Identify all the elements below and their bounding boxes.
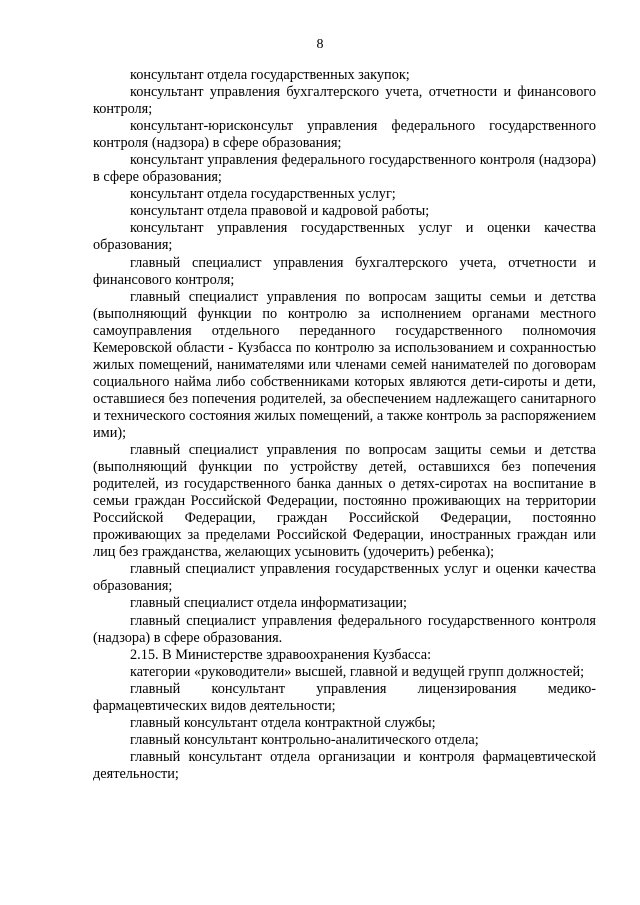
paragraph: главный специалист управления по вопросам защиты семьи и детства (выполняющий функции по устройству детей, оставшихся без попечения родителей, из государственного банка данных о детях-сиротах на воспитание в семьи граждан Российской Федерации, постоянно проживающих на территории Российской Федерации, граждан Российской Федерации, постоянно проживающих за пределами Российской Федерации, иностранных граждан или лиц без гражданства, желающих усыновить (удочерить) ребенка); <box>93 442 596 561</box>
paragraph: главный консультант отдела контрактной службы; <box>130 714 436 731</box>
paragraph: главный специалист отдела информатизации; <box>130 595 408 612</box>
paragraph: категории «руководители» высшей, главной и ведущей групп должностей; <box>130 663 585 680</box>
paragraph: главный специалист управления по вопросам защиты семьи и детства (выполняющий функции по контролю за исполнением органами местного самоуправления отдельного переданного государственного полномочия Кемеровской области - Кузбасса по контролю за использованием и сохранностью жилых помещений, нанимателями или членами семей нанимателей по договорам социального найма либо собственниками которых являются дети-сироты и дети, оставшиеся без попечения родителей, за обеспечением надлежащего санитарного и технического состояния жилых помещений, а также контроль за распоряжением ими); <box>93 288 596 441</box>
section-heading: 2.15. В Министерстве здравоохранения Кузбасса: <box>130 646 432 663</box>
paragraph: консультант управления государственных услуг и оценки качества образования; <box>93 220 596 254</box>
paragraph: консультант отдела правовой и кадровой работы; <box>130 203 430 220</box>
paragraph: консультант управления бухгалтерского учета, отчетности и финансового контроля; <box>93 84 596 118</box>
paragraph: главный специалист управления бухгалтерского учета, отчетности и финансового контроля; <box>93 254 596 288</box>
page-number: 8 <box>316 37 324 52</box>
paragraph: главный консультант управления лицензирования медико-фармацевтических видов деятельности; <box>93 680 596 714</box>
paragraph: главный специалист управления государственных услуг и оценки качества образования; <box>93 561 596 595</box>
paragraph: главный консультант отдела организации и контроля фармацевтической деятельности; <box>93 748 596 782</box>
paragraph: консультант-юрисконсульт управления федерального государственного контроля (надзора) в сфере образования; <box>93 118 596 152</box>
paragraph: главный консультант контрольно-аналитического отдела; <box>130 731 479 748</box>
paragraph: консультант отдела государственных услуг; <box>130 186 396 203</box>
paragraph: главный специалист управления федерального государственного контроля (надзора) в сфере образования. <box>93 612 596 646</box>
paragraph: консультант отдела государственных закупок; <box>130 67 410 83</box>
paragraph: консультант управления федерального государственного контроля (надзора) в сфере образования; <box>93 152 596 186</box>
document-body <box>93 67 596 783</box>
